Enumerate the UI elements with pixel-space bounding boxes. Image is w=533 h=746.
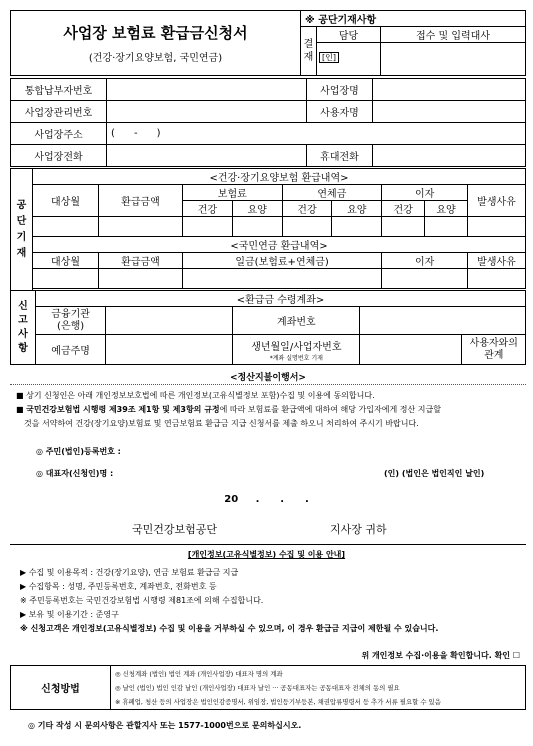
method-line-1: ◎ 신청계좌 (법인) 법인 계좌 (개인사업장) 대표자 명의 계좌 bbox=[115, 669, 283, 678]
representative-label: ◎ 대표자(신청인)명 : bbox=[36, 469, 114, 478]
stamp-mark: [인] bbox=[319, 52, 339, 63]
user-name-input[interactable] bbox=[373, 101, 526, 123]
staff-sign-box[interactable] bbox=[317, 43, 381, 76]
integrated-no-input[interactable] bbox=[107, 79, 307, 101]
pension-target-month-header: 대상월 bbox=[33, 253, 99, 269]
privacy-refusal: ※ 신청고객은 개인정보(고유식별정보) 수집 및 이용을 거부하실 수 있으며, 이 경우 환급금 지급이 제한될 수 있습니다. bbox=[20, 624, 439, 633]
method-table bbox=[10, 665, 526, 710]
account-no-input[interactable] bbox=[360, 307, 526, 335]
footer-note: ◎ 기타 작성 시 문의사항은 관할지사 또는 1577-1000번으로 문의하십시오. bbox=[28, 721, 302, 730]
staff-label: 담당 bbox=[317, 27, 381, 43]
title-cell bbox=[11, 11, 301, 76]
privacy-period: ▶ 보유 및 이용기간 : 준영구 bbox=[20, 610, 119, 619]
privacy-confirm[interactable]: 위 개인정보 수집·이용을 확인합니다. 확인 ☐ bbox=[361, 651, 520, 660]
applicant-side-label: 신고사항 bbox=[11, 291, 36, 365]
branch-addressee: 지사장 귀하 bbox=[330, 523, 387, 536]
health-title: <건강·장기요양보험 환급내역> bbox=[33, 169, 526, 185]
privacy-items: ▶ 수집항목 : 성명, 주민등록번호, 계좌번호, 전화번호 등 bbox=[20, 582, 217, 591]
declaration-title: <정산지불이행서> bbox=[230, 373, 306, 383]
applicant-table bbox=[10, 290, 526, 365]
health-target-month-header: 대상월 bbox=[33, 185, 99, 217]
address-label: 사업장주소 bbox=[11, 123, 107, 145]
business-phone-label: 사업장전화 bbox=[11, 145, 107, 167]
business-name-input[interactable] bbox=[373, 79, 526, 101]
bank-input[interactable] bbox=[106, 307, 233, 335]
interest-header: 이자 bbox=[382, 185, 468, 201]
postal-code: ( - ) bbox=[111, 128, 161, 139]
office-table bbox=[10, 168, 526, 291]
form-title: 사업장 보험료 환급금신청서 bbox=[63, 24, 248, 42]
reception-box[interactable] bbox=[381, 43, 526, 76]
office-note: ※ 공단기재사항 bbox=[301, 11, 526, 27]
office-side-label: 공단기재 bbox=[11, 169, 33, 291]
management-no-label: 사업장관리번호 bbox=[11, 101, 107, 123]
account-no-label: 계좌번호 bbox=[233, 307, 360, 335]
header-table bbox=[10, 10, 526, 76]
holder-input[interactable] bbox=[106, 335, 233, 365]
pension-interest-input[interactable] bbox=[382, 269, 468, 289]
health-reason-header: 발생사유 bbox=[468, 185, 526, 217]
pension-reason-header: 발생사유 bbox=[468, 253, 526, 269]
pension-title: <국민연금 환급내역> bbox=[33, 237, 526, 253]
mobile-label: 휴대전화 bbox=[307, 145, 373, 167]
date-line: 20 . . . bbox=[224, 494, 309, 505]
pension-amount-input[interactable] bbox=[183, 269, 382, 289]
interest-health-input[interactable] bbox=[382, 217, 425, 237]
birth-input[interactable] bbox=[360, 335, 462, 365]
basic-info-table bbox=[10, 78, 526, 167]
business-phone-input[interactable] bbox=[107, 145, 307, 167]
arrears-health-input[interactable] bbox=[282, 217, 332, 237]
health-target-month-input[interactable] bbox=[33, 217, 99, 237]
pension-reason-input[interactable] bbox=[468, 269, 526, 289]
method-line-3: ※ 휴폐업, 청산 등의 사업장은 법인인감증명서, 위임장, 법인등기부등본, 채권압류명령서 등 추가 서류 필요할 수 있음 bbox=[115, 697, 441, 706]
arrears-header: 연체금 bbox=[282, 185, 382, 201]
pension-refund-amount-header: 환급금액 bbox=[99, 253, 183, 269]
mobile-input[interactable] bbox=[373, 145, 526, 167]
seal-note: (인) (법인은 법인직인 날인) bbox=[384, 469, 485, 478]
privacy-note: ※ 주민등록번호는 국민건강보험법 시행령 제81조에 의해 수집합니다. bbox=[20, 596, 264, 605]
relation-label: 사용자와의 관계 bbox=[462, 335, 526, 365]
account-title: <환급금 수령계좌> bbox=[35, 291, 525, 307]
declaration-item-1: ■ 상기 신청인은 아래 개인정보보호법에 따른 개인정보(고유식별정보 포함)수집 및 이용에 동의합니다. bbox=[16, 391, 375, 400]
pension-refund-amount-input[interactable] bbox=[99, 269, 183, 289]
business-name-label: 사업장명 bbox=[307, 79, 373, 101]
privacy-purpose: ▶ 수집 및 이용목적 : 건강(장기요양), 연금 보험료 환급금 지급 bbox=[20, 568, 239, 577]
integrated-no-label: 통합납부자번호 bbox=[11, 79, 107, 101]
interest-health-header: 건강 bbox=[382, 201, 425, 217]
premium-care-header: 요양 bbox=[232, 201, 282, 217]
declaration-body bbox=[16, 389, 524, 431]
privacy-title: [개인정보(고유식별정보) 수집 및 이용 안내] bbox=[187, 550, 346, 559]
resident-no-label: ◎ 주민(법인)등록번호 : bbox=[36, 447, 121, 456]
pension-amount-header: 일금(보험료+연체금) bbox=[183, 253, 382, 269]
birth-label-cell bbox=[233, 335, 360, 365]
reception-label: 접수 및 입력대사 bbox=[381, 27, 526, 43]
bank-label: 금융기관 (은행) bbox=[35, 307, 105, 335]
declaration-item-2: ■ 국민건강보험법 시행령 제39조 제1항 및 제3항의 규정에 따라 보험료를 환급액에 대하여 해당 가입자에게 정산 지급할 bbox=[16, 405, 441, 414]
method-line-2: ◎ 날인 (법인) 법인 인감 날인 (개인사업장) 대표자 날인 ··· 공동대표자는 공동대표자 전체의 동의 필요 bbox=[115, 683, 400, 692]
premium-health-header: 건강 bbox=[183, 201, 233, 217]
arrears-health-header: 건강 bbox=[282, 201, 332, 217]
premium-care-input[interactable] bbox=[232, 217, 282, 237]
management-no-input[interactable] bbox=[107, 101, 307, 123]
health-refund-amount-input[interactable] bbox=[99, 217, 183, 237]
arrears-care-input[interactable] bbox=[332, 217, 382, 237]
declaration-item-2-line2: 것을 서약하여 건강(장기요양)보험료 및 연금보험료 환급금 지급 신청서를 제출 하오니 처리하여 주시기 바랍니다. bbox=[24, 419, 419, 428]
holder-label: 예금주명 bbox=[35, 335, 105, 365]
form-subtitle: (건강·장기요양보험, 국민연금) bbox=[88, 53, 223, 64]
premium-header: 보험료 bbox=[183, 185, 283, 201]
premium-health-input[interactable] bbox=[183, 217, 233, 237]
health-reason-input[interactable] bbox=[468, 217, 526, 237]
approval-label: 결재 bbox=[301, 27, 317, 76]
user-name-label: 사용자명 bbox=[307, 101, 373, 123]
address-input[interactable] bbox=[107, 123, 526, 145]
birth-note: *계좌 실명번호 기재 bbox=[269, 354, 323, 362]
privacy-body bbox=[20, 566, 526, 636]
interest-care-header: 요양 bbox=[425, 201, 468, 217]
method-label: 신청방법 bbox=[11, 666, 111, 710]
health-refund-amount-header: 환급금액 bbox=[99, 185, 183, 217]
agency-name: 국민건강보험공단 bbox=[132, 523, 218, 536]
arrears-care-header: 요양 bbox=[332, 201, 382, 217]
birth-label: 생년월일/사업자번호 bbox=[251, 341, 342, 353]
pension-interest-header: 이자 bbox=[382, 253, 468, 269]
method-content bbox=[111, 666, 526, 710]
pension-target-month-input[interactable] bbox=[33, 269, 99, 289]
interest-care-input[interactable] bbox=[425, 217, 468, 237]
